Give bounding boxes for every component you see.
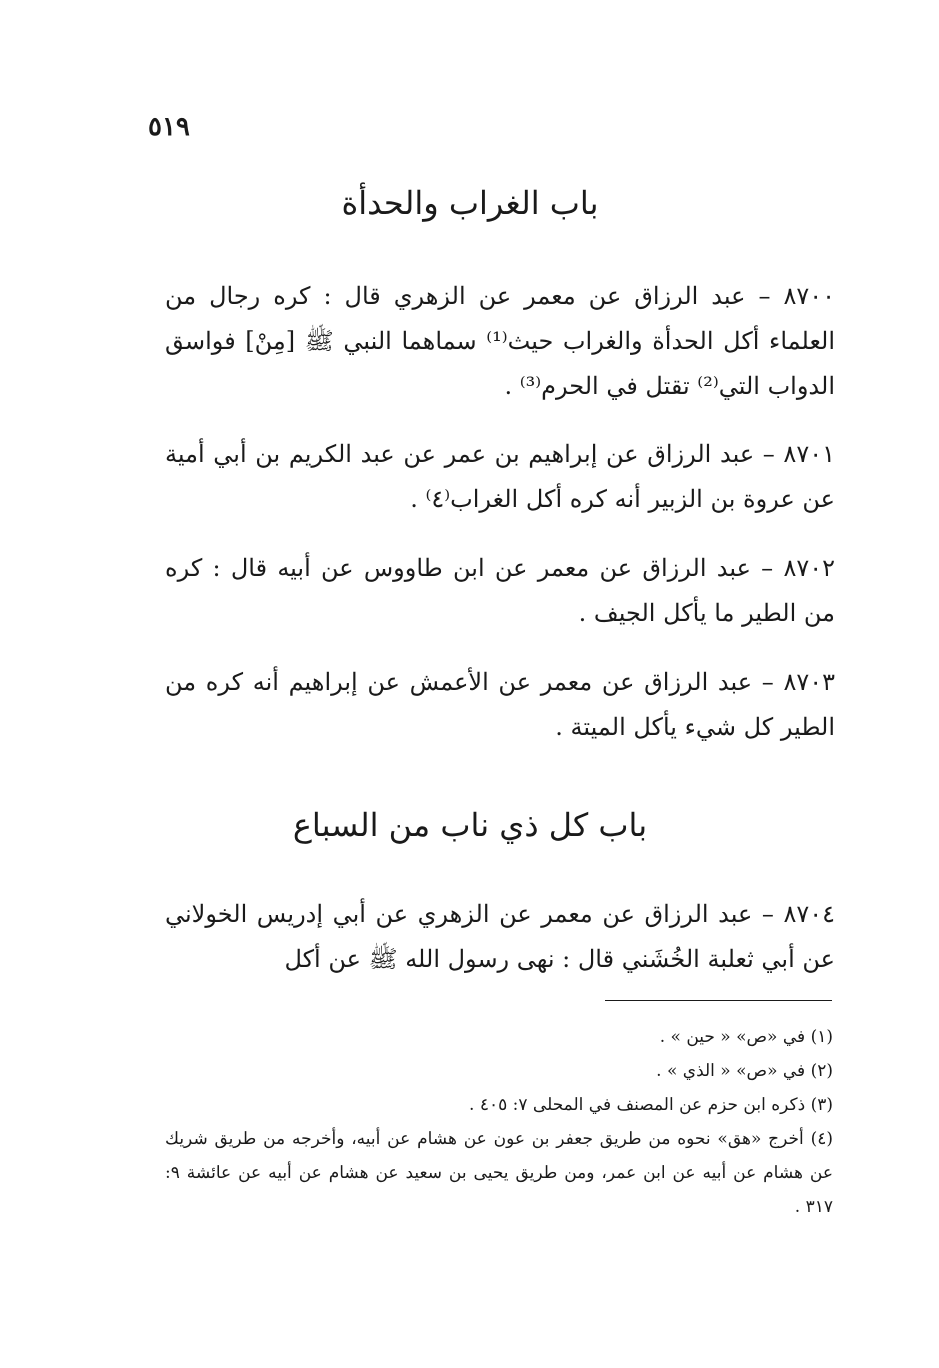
- hadith-8702: [165, 546, 835, 636]
- hadith-number: ٨٧٠٠: [783, 282, 835, 310]
- footnote-text: أخرج «هق» نحوه من طريق جعفر بن عون عن هشام عن أبيه، وأخرجه من طريق شريك عن هشام عن أبيه عن ابن عمر، ومن طريق يحيى بن سعيد عن هشام عن أبيه عن عائشة ٩: ٣١٧ .: [165, 1129, 833, 1217]
- footnote-marker: (١): [810, 1027, 833, 1047]
- hadith-8700: [165, 274, 835, 409]
- hadith-number: ٨٧٠٣: [783, 668, 835, 696]
- footnotes: [165, 1020, 833, 1224]
- hadith-number: ٨٧٠٤: [783, 900, 835, 928]
- footnote-4: [165, 1122, 833, 1224]
- hadith-dash: –: [750, 554, 774, 582]
- hadith-dash: –: [752, 900, 774, 928]
- footnote-1: [165, 1020, 833, 1054]
- page-number: ٥١٩: [148, 112, 190, 142]
- footnote-text: في «ص» « حين » .: [659, 1027, 806, 1047]
- footnote-marker: (٢): [810, 1061, 833, 1081]
- hadith-text: عبد الرزاق عن معمر عن الزهري عن أبي إدريس الخولاني عن أبي ثعلبة الخُشَني قال : نهى رسول الله ﷺ عن أكل: [165, 900, 835, 973]
- hadith-dash: –: [752, 668, 774, 696]
- footnote-3: [165, 1088, 833, 1122]
- hadith-number: ٨٧٠١: [783, 440, 835, 468]
- footnote-marker: (٤): [810, 1129, 833, 1149]
- chapter-title-fanged-predators: باب كل ذي ناب من السباع: [292, 806, 648, 844]
- hadith-8704: [165, 892, 835, 982]
- hadith-8701: [165, 432, 835, 522]
- footnote-divider: [605, 1000, 832, 1001]
- hadith-dash: –: [754, 440, 775, 468]
- footnote-text: في «ص» « الذي » .: [656, 1061, 806, 1081]
- footnote-text: ذكره ابن حزم عن المصنف في المحلى ٧: ٤٠٥ .: [469, 1095, 806, 1115]
- hadith-text: عبد الرزاق عن إبراهيم بن عمر عن عبد الكريم بن أبي أمية عن عروة بن الزبير أنه كره أكل الغراب⁽٤⁾ .: [165, 440, 835, 513]
- chapter-title-crow-kite: باب الغراب والحدأة: [341, 184, 599, 222]
- hadith-number: ٨٧٠٢: [783, 554, 835, 582]
- hadith-8703: [165, 660, 835, 750]
- hadith-dash: –: [745, 282, 771, 310]
- hadith-text: عبد الرزاق عن معمر عن الزهري قال : كره رجال من العلماء أكل الحدأة والغراب حيث⁽¹⁾ سماهما النبي ﷺ [مِنْ] فواسق الدواب التي⁽²⁾ تقتل في الحرم⁽³⁾ .: [165, 282, 836, 400]
- hadith-text: عبد الرزاق عن معمر عن الأعمش عن إبراهيم أنه كره من الطير كل شيء يأكل الميتة .: [165, 668, 835, 741]
- hadith-text: عبد الرزاق عن معمر عن ابن طاووس عن أبيه قال : كره من الطير ما يأكل الجيف .: [165, 554, 835, 627]
- footnote-2: [165, 1054, 833, 1088]
- footnote-marker: (٣): [810, 1095, 833, 1115]
